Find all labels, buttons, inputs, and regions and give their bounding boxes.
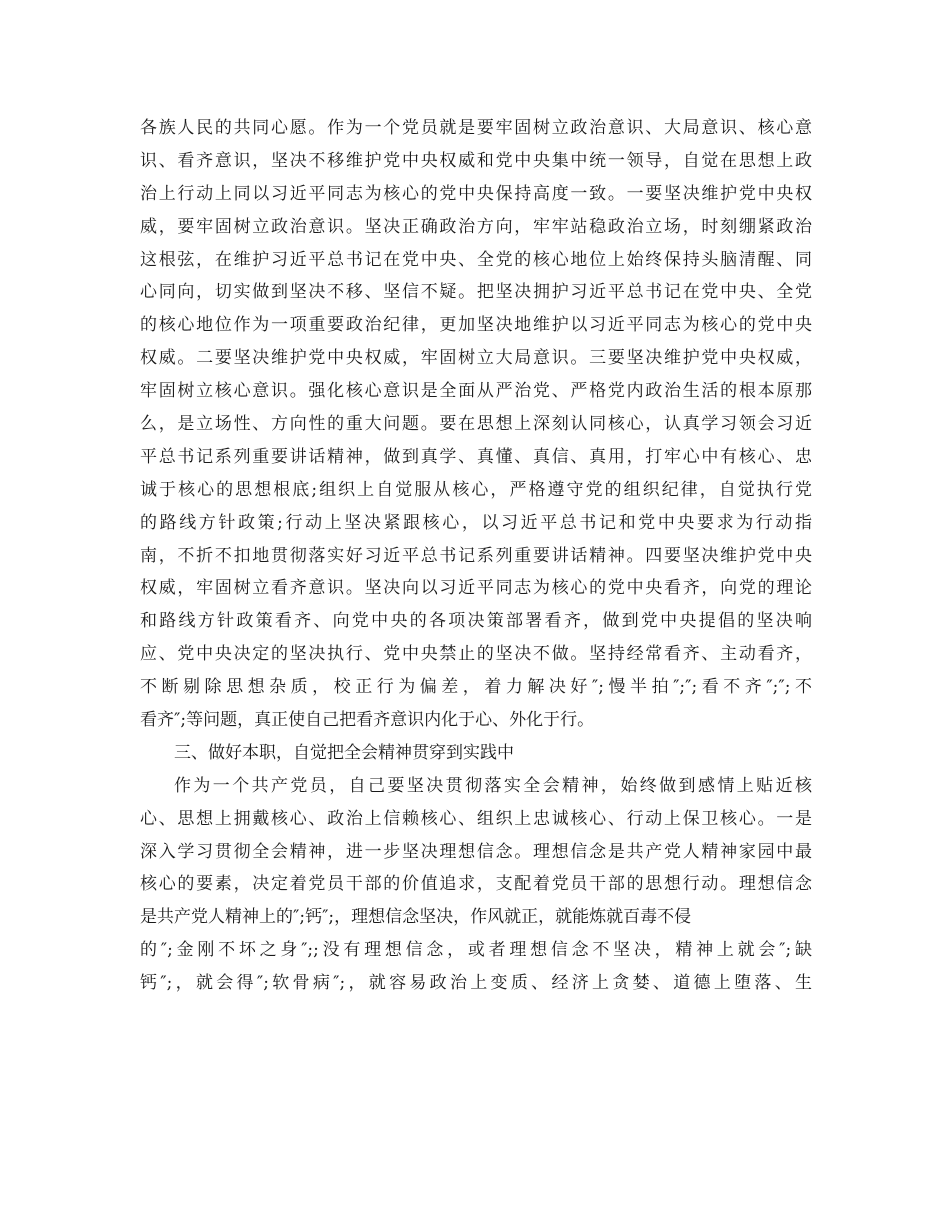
text-line: 核心的要素，决定着党员干部的价值追求，支配着党员干部的思想行动。理想信念 — [140, 874, 812, 895]
text-line: 的核心地位作为一项重要政治纪律，更加坚决地维护以习近平同志为核心的党中央 — [140, 315, 812, 336]
text-line: 平总书记系列重要讲话精神，做到真学、真懂、真信、真用，打牢心中有核心、忠 — [140, 446, 812, 467]
text-line: 看齐″;等问题，真正使自己把看齐意识内化于心、外化于行。 — [140, 710, 595, 731]
text-line: 心、思想上拥戴核心、政治上信赖核心、组织上忠诚核心、行动上保卫核心。一是 — [140, 808, 812, 829]
text-line: 应、党中央决定的坚决执行、党中央禁止的坚决不做。坚持经常看齐、主动看齐， — [140, 644, 812, 665]
text-line: 各族人民的共同心愿。作为一个党员就是要牢固树立政治意识、大局意识、核心意 — [140, 118, 812, 138]
text-line: 这根弦，在维护习近平总书记在党中央、全党的核心地位上始终保持头脑清醒、同 — [140, 249, 812, 270]
text-line: 权威，牢固树立看齐意识。坚决向以习近平同志为核心的党中央看齐，向党的理论 — [140, 578, 812, 599]
text-line: 南，不折不扣地贯彻落实好习近平总书记系列重要讲话精神。四要坚决维护党中央 — [140, 545, 812, 566]
text-line: 不断剔除思想杂质，校正行为偏差，着力解决好″;慢半拍″;″;看不齐″;″;不 — [140, 677, 812, 698]
text-line: 识、看齐意识，坚决不移维护党中央权威和党中央集中统一领导，自觉在思想上政 — [140, 150, 812, 171]
text-line: 心同向，切实做到坚决不移、坚信不疑。把坚决拥护习近平总书记在党中央、全党 — [140, 282, 812, 303]
text-line: 钙″;，就会得″;软骨病″;，就容易政治上变质、经济上贪婪、道德上堕落、生 — [140, 973, 812, 994]
text-line: 牢固树立核心意识。强化核心意识是全面从严治党、严格党内政治生活的根本原那 — [140, 381, 812, 402]
text-line: 的路线方针政策;行动上坚决紧跟核心，以习近平总书记和党中央要求为行动指 — [140, 512, 812, 533]
text-line: 么，是立场性、方向性的重大问题。要在思想上深刻认同核心，认真学习领会习近 — [140, 414, 812, 435]
text-line: 深入学习贯彻全会精神，进一步坚决理想信念。理想信念是共产党人精神家园中最 — [140, 841, 812, 862]
text-line: 和路线方针政策看齐、向党中央的各项决策部署看齐，做到党中央提倡的坚决响 — [140, 611, 812, 632]
text-line: 作为一个共产党员，自己要坚决贯彻落实全会精神，始终做到感情上贴近核 — [174, 775, 812, 796]
text-line: 威，要牢固树立政治意识。坚决正确政治方向，牢牢站稳政治立场，时刻绷紧政治 — [140, 216, 812, 237]
text-line: 诚于核心的思想根底;组织上自觉服从核心，严格遵守党的组织纪律，自觉执行党 — [140, 479, 812, 500]
text-line: 治上行动上同以习近平同志为核心的党中央保持高度一致。一要坚决维护党中央权 — [140, 183, 812, 204]
text-line: 是共产党人精神上的″;钙″;，理想信念坚决，作风就正，就能炼就百毒不侵 — [140, 907, 692, 928]
text-line: 的″;金刚不坏之身″;;没有理想信念，或者理想信念不坚决，精神上就会″;缺 — [140, 940, 812, 961]
document-body — [140, 112, 812, 1000]
text-line: 权威。二要坚决维护党中央权威，牢固树立大局意识。三要坚决维护党中央权威， — [140, 348, 812, 369]
text-line: 三、做好本职，自觉把全会精神贯穿到实践中 — [174, 742, 514, 763]
